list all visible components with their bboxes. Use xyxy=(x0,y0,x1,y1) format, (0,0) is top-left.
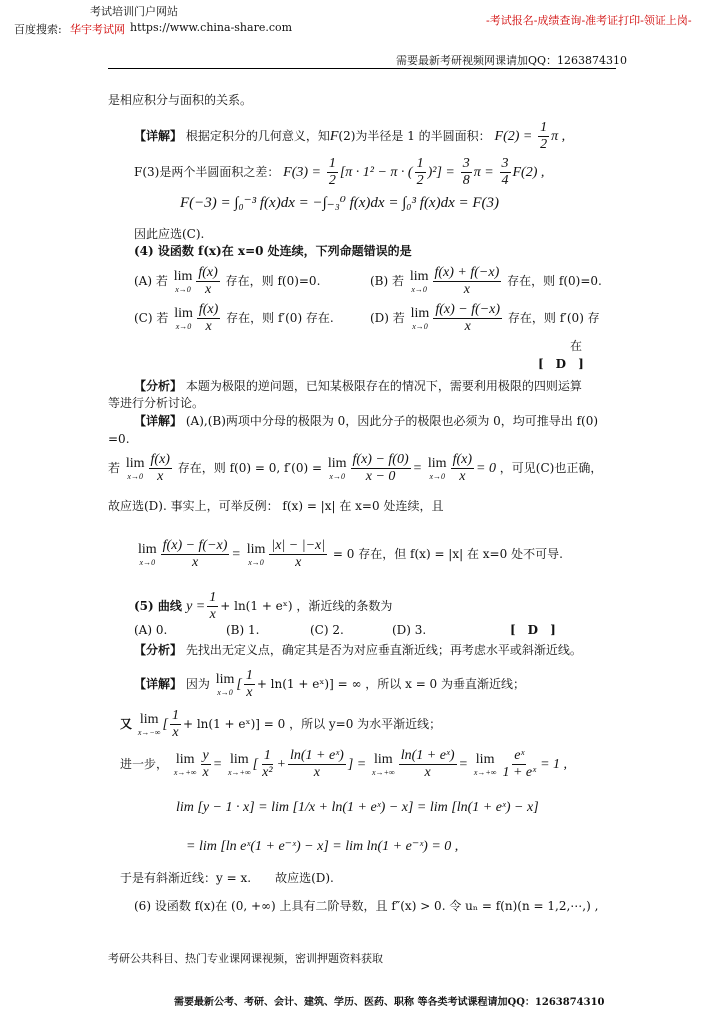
q5-option-d: (D) 3. xyxy=(392,623,427,637)
q5-option-c: (C) 2. xyxy=(310,623,344,637)
q5-conclusion: 于是有斜渐近线：y = x. 故应选(D). xyxy=(120,871,334,885)
header-contact: 需要最新考研视频网课请加QQ：1263874310 xyxy=(396,54,628,67)
q5-detail-2: 又 lim x→−∞ [ $\frac{1}{x}$ + ln(1 + eˣ)] = 0 ，所以 y=0 为水平渐近线； xyxy=(120,708,442,740)
nav-certificate[interactable]: -领证上岗- xyxy=(640,14,692,27)
q5-title: (5) 曲线 y = $\frac{1}{x}$ + ln(1 + eˣ) ，渐近线的条数为 xyxy=(134,590,393,622)
search-prefix: 百度搜索: xyxy=(14,23,62,36)
q4-detail-2: =0. xyxy=(108,432,130,446)
top-nav xyxy=(486,12,692,28)
q3-detail-text: 根据定积分的几何意义，知 xyxy=(185,129,330,143)
q5-analysis: 【分析】 先找出无定义点，确定其是否为对应垂直渐近线；再考虑水平或斜渐近线。 xyxy=(134,643,582,657)
q3-fneg3-formula: F(−3) = ∫₀⁻³ f(x)dx = −∫₋₃⁰ f(x)dx = ∫₀³ f(x)dx = F(3) xyxy=(180,195,500,211)
q5-detail-3: 进一步， lim x→+∞ $\frac{y}{x}$ = lim x→+∞ [ $\frac{1}{\text{x²}}$ + $\frac{\text{ln(1 + eˣ)}}{x}$ ] = lim x→+∞ $\frac{\text{ln(1 + eˣ)}}{x}$ = lim x→+∞ $\frac{\text{eˣ}}{\text{1 + eˣ}}$ = 1 , xyxy=(120,748,568,780)
brand-link[interactable]: 华宇考试网 xyxy=(70,23,125,36)
q3-conclusion: 因此应选(C). xyxy=(134,227,205,241)
q4-analysis-2: 等进行分析讨论。 xyxy=(108,396,205,410)
q3-f2-formula: F(2) = xyxy=(494,129,533,144)
site-url: https://www.china-share.com xyxy=(130,21,293,34)
q3-detail-text2: 为半径是 1 的半圆面积： xyxy=(355,129,491,143)
q4-analysis: 【分析】 本题为极限的逆问题，已知某极限存在的情况下，需要利用极限的四则运算 xyxy=(134,379,582,393)
q5-option-b: (B) 1. xyxy=(226,623,260,637)
q4-detail-5: lim x→0 $\frac{f(x) - f(-x)}{x}$ = lim x→0 $\frac{|x| - |-x|}{x}$ = 0 存在，但 f(x) = |x| 在 x=0 处不可导. xyxy=(138,538,563,570)
q4-title: (4) 设函数 f(x)在 x=0 处连续，下列命题错误的是 xyxy=(134,244,412,258)
intro-text: 是相应积分与面积的关系。 xyxy=(108,93,253,107)
site-name: 考试培训门户网站 xyxy=(90,5,178,18)
detail-tag: 【详解】 xyxy=(134,129,183,143)
q4-option-a: (A) 若 lim x→0 $\frac{f(x)}{x}$ 存在，则 f(0)=0. xyxy=(134,265,321,297)
q4-answer: [ D ] xyxy=(538,357,584,371)
q3-f3-line: F(3)是两个半圆面积之差： F(3) = $\frac{1}{2}$ [π · 1² − π · ( $\frac{1}{2}$ )²] = $\frac{3}{8}$ π = $\frac{3}{4}$ F(2) , xyxy=(134,156,545,188)
nav-exam-registration[interactable]: -考试报名 xyxy=(486,14,534,27)
q4-option-d-wrap: 在 xyxy=(570,339,583,353)
q3-detail: 【详解】 根据定积分的几何意义，知F(2)为半径是 1 的半圆面积： F(2) = $\frac{1}{2}$ π , xyxy=(134,120,566,152)
q4-option-d: (D) 若 lim x→0 $\frac{f(x) - f(-x)}{x}$ 存在，则 f′(0) 存 xyxy=(370,302,600,334)
q3-f2-fraction: $\frac{1}{2}$ xyxy=(540,120,548,152)
q5-line4: lim [y − 1 · x] = lim [1/x + ln(1 + eˣ) − x] = lim [ln(1 + eˣ) − x] xyxy=(176,800,539,815)
q4-detail-4: 故应选(D). 事实上，可举反例： f(x) = |x| 在 x=0 处连续，且 xyxy=(108,499,444,513)
q5-option-a: (A) 0. xyxy=(134,623,168,637)
q3-f3-text: F(3)是两个半圆面积之差： xyxy=(134,165,280,179)
q6-title: (6) 设函数 f(x)在 (0, +∞) 上具有二阶导数，且 f″(x) > 0. 令 uₙ = f(n)(n = 1,2,⋯,) , xyxy=(134,899,599,913)
q4-option-c: (C) 若 lim x→0 $\frac{f(x)}{x}$ 存在，则 f′(0) 存在. xyxy=(134,302,334,334)
q5-answer: [ D ] xyxy=(510,623,556,637)
q5-detail-1: 【详解】 因为 lim x→0 [ $\frac{1}{x}$ + ln(1 + eˣ)] = ∞ ，所以 x = 0 为垂直渐近线； xyxy=(134,668,526,700)
q4-detail-1: 【详解】 (A),(B)两项中分母的极限为 0，因此分子的极限也必须为 0，均可推导出 f(0) xyxy=(134,414,599,428)
q4-detail-3: 若 lim x→0 $\frac{f(x)}{x}$ 存在，则 f(0) = 0, f′(0) = lim x→0 $\frac{f(x) - f(0)}{x - 0}$ = lim x→0 $\frac{f(x)}{x}$ = 0 ，可见(C)也正确， xyxy=(108,452,603,484)
header-rule xyxy=(108,68,616,69)
nav-score-query[interactable]: -成绩查询 xyxy=(533,14,582,27)
nav-admission-print[interactable]: -准考证打印 xyxy=(581,14,641,27)
footer-line2: 需要最新公考、考研、会计、建筑、学历、医药、职称 等各类考试课程请加QQ：1263874310 xyxy=(174,997,605,1008)
footer-line1: 考研公共科目、热门专业课网课视频，密训押题资料获取 xyxy=(108,952,383,965)
q4-option-b: (B) 若 lim x→0 $\frac{f(x) + f(-x)}{x}$ 存在，则 f(0)=0. xyxy=(370,265,602,297)
q3-f2-symbol: F xyxy=(329,129,339,144)
q5-line5: = lim [ln eˣ(1 + e⁻ˣ) − x] = lim ln(1 + e⁻ˣ) = 0 , xyxy=(186,839,459,854)
